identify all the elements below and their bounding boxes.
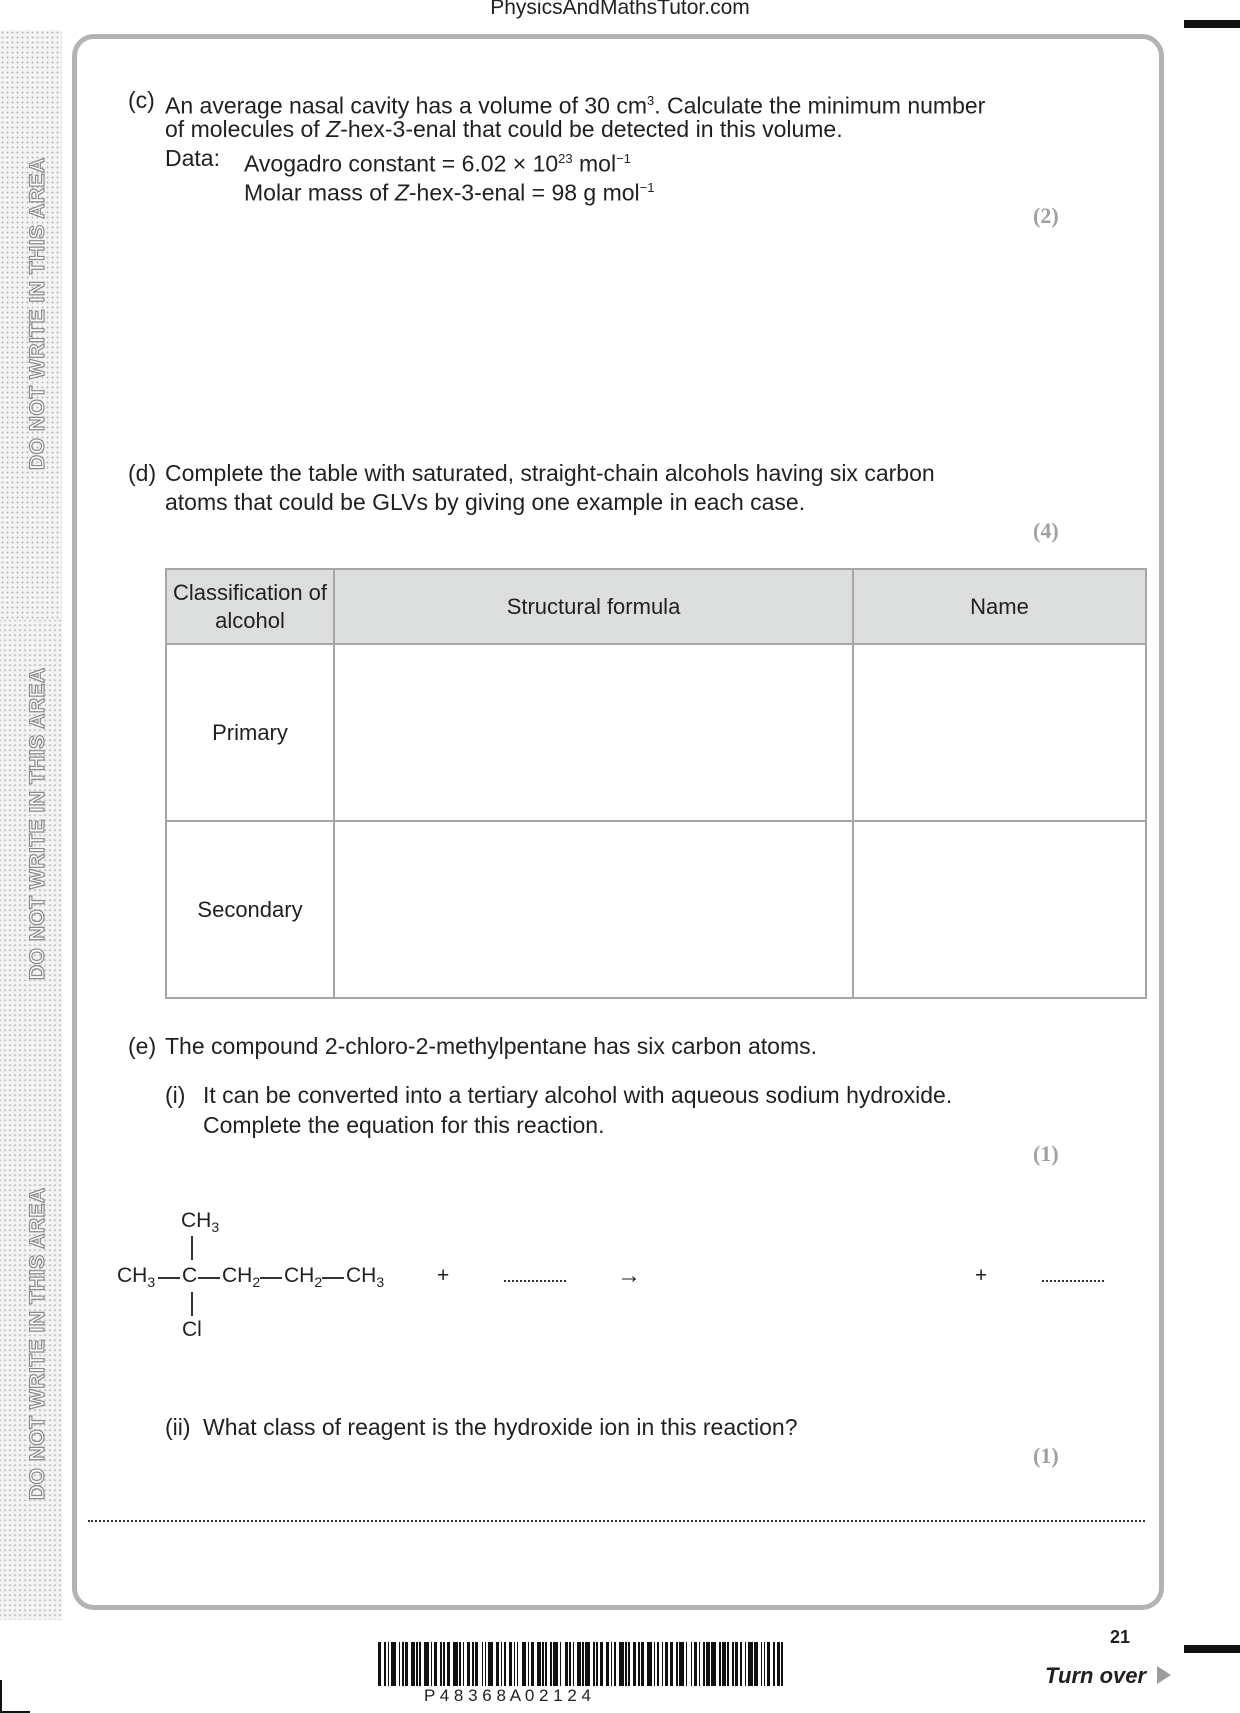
turn-over-arrow-icon <box>1157 1666 1171 1684</box>
barcode-bar <box>542 1642 544 1686</box>
header-structural-formula: Structural formula <box>334 569 853 644</box>
part-e-i-line2: Complete the equation for this reaction. <box>203 1112 605 1138</box>
part-d-line2: atoms that could be GLVs by giving one example in each case. <box>165 489 806 515</box>
reaction-arrow: → <box>617 1262 641 1289</box>
barcode-bar <box>459 1642 461 1686</box>
barcode-bar <box>496 1642 499 1686</box>
part-e-ii-label: (ii) <box>165 1414 191 1440</box>
part-e-i-marks: (1) <box>1033 1141 1059 1166</box>
margin-warning-1: DO NOT WRITE IN THIS AREA <box>26 157 49 470</box>
barcode-bar <box>706 1642 709 1686</box>
part-d-marks: (4) <box>1033 518 1059 543</box>
barcode-bar <box>514 1642 516 1686</box>
barcode-bar <box>600 1642 603 1686</box>
barcode-bar <box>388 1642 390 1686</box>
barcode-bar <box>676 1642 678 1686</box>
barcode-bar <box>614 1642 616 1686</box>
barcode-bar <box>691 1642 693 1686</box>
barcode-bar <box>411 1642 414 1686</box>
answer-line[interactable] <box>88 1520 1145 1522</box>
barcode-bar <box>735 1642 738 1686</box>
barcode-bar <box>670 1642 673 1686</box>
barcode-bar <box>577 1642 580 1686</box>
barcode-bar <box>777 1642 780 1686</box>
table-header-row <box>166 569 1146 644</box>
barcode-bar <box>391 1642 396 1686</box>
barcode-bar <box>402 1642 404 1686</box>
part-d-line1: Complete the table with saturated, straight-chain alcohols having six carbon <box>165 460 935 486</box>
barcode-bar <box>593 1642 595 1686</box>
barcode-bar <box>405 1642 408 1686</box>
header-name: Name <box>853 569 1146 644</box>
barcode-bar <box>582 1642 584 1686</box>
barcode-bar <box>585 1642 590 1686</box>
barcode-bar <box>517 1642 519 1686</box>
barcode-bar <box>569 1642 571 1686</box>
plus-sign-2: + <box>975 1264 988 1287</box>
bond-down <box>191 1292 193 1316</box>
barcode-bar <box>553 1642 558 1686</box>
barcode-bar <box>419 1642 421 1686</box>
barcode <box>378 1642 786 1686</box>
barcode-bar <box>638 1642 640 1686</box>
barcode-bar <box>625 1642 627 1686</box>
barcode-bar <box>748 1642 753 1686</box>
barcode-digits: P 4 8 3 6 8 A 0 2 1 2 4 <box>424 1686 591 1705</box>
barcode-bar <box>761 1642 763 1686</box>
barcode-bar <box>560 1642 562 1686</box>
barcode-bar <box>633 1642 636 1686</box>
barcode-bar <box>641 1642 644 1686</box>
part-c-line2: of molecules of Z-hex-3-enal that could be detected in this volume. <box>165 116 843 142</box>
barcode-bar <box>740 1642 742 1686</box>
central-carbon: C <box>182 1264 198 1287</box>
chloro-group: Cl <box>182 1318 202 1341</box>
barcode-bar <box>665 1642 668 1686</box>
crop-mark-vertical <box>0 1680 2 1713</box>
product-blank[interactable] <box>1042 1280 1104 1282</box>
part-e-i-line1: It can be converted into a tertiary alcohol with aqueous sodium hydroxide. <box>203 1082 953 1108</box>
barcode-bar <box>647 1642 652 1686</box>
barcode-bar <box>488 1642 493 1686</box>
margin-warning-2: DO NOT WRITE IN THIS AREA <box>26 667 49 980</box>
barcode-bar <box>686 1642 688 1686</box>
barcode-bar <box>732 1642 734 1686</box>
ch3-left: $CH_3$ <box>117 1264 156 1290</box>
barcode-bar <box>722 1642 725 1686</box>
ch2-b: $CH_2$ <box>284 1264 323 1290</box>
barcode-bar <box>378 1642 381 1686</box>
barcode-bar <box>679 1642 684 1686</box>
part-e-label: (e) <box>128 1033 157 1059</box>
barcode-bar <box>767 1642 770 1686</box>
part-c-marks: (2) <box>1033 203 1059 228</box>
barcode-bar <box>504 1642 506 1686</box>
margin-warning-3: DO NOT WRITE IN THIS AREA <box>26 1187 49 1500</box>
barcode-bar <box>522 1642 527 1686</box>
part-c-label: (c) <box>128 87 155 113</box>
barcode-bar <box>528 1642 530 1686</box>
bond-1 <box>158 1277 180 1279</box>
ch3-right: $CH_3$ <box>346 1264 385 1290</box>
barcode-bar <box>754 1642 757 1686</box>
site-header: PhysicsAndMathsTutor.com <box>490 0 750 19</box>
barcode-bar <box>606 1642 609 1686</box>
barcode-bar <box>699 1642 701 1686</box>
reactant-blank[interactable] <box>504 1280 566 1282</box>
barcode-bar <box>501 1642 503 1686</box>
barcode-bar <box>467 1642 470 1686</box>
barcode-bar <box>447 1642 450 1686</box>
data-label: Data: <box>165 145 220 171</box>
row-label-secondary: Secondary <box>166 821 334 998</box>
avogadro-constant: Avogadro constant = $6.02 \times 10^{23}$ mol$^{-1}$ <box>244 150 631 177</box>
barcode-bar <box>545 1642 547 1686</box>
barcode-bar <box>509 1642 512 1686</box>
barcode-bar <box>424 1642 429 1686</box>
barcode-bar <box>463 1642 465 1686</box>
part-c-line1: An average nasal cavity has a volume of 30 $cm^3$. Calculate the minimum number <box>165 92 986 119</box>
barcode-bar <box>537 1642 540 1686</box>
primary-name-cell[interactable] <box>853 644 1146 821</box>
barcode-bar <box>443 1642 445 1686</box>
barcode-bar <box>565 1642 568 1686</box>
corner-marker-top <box>1184 20 1240 28</box>
row-label-primary: Primary <box>166 644 334 821</box>
barcode-bar <box>703 1642 705 1686</box>
barcode-bar <box>662 1642 664 1686</box>
bond-3 <box>260 1277 282 1279</box>
barcode-bar <box>440 1642 442 1686</box>
barcode-bar <box>727 1642 729 1686</box>
barcode-bar <box>416 1642 418 1686</box>
barcode-bar <box>550 1642 552 1686</box>
secondary-structural-formula-cell[interactable] <box>334 821 853 998</box>
part-e-i-label: (i) <box>165 1082 186 1108</box>
barcode-bar <box>611 1642 613 1686</box>
barcode-bar <box>764 1642 766 1686</box>
secondary-name-cell[interactable] <box>853 821 1146 998</box>
barcode-bar <box>399 1642 401 1686</box>
plus-sign-1: + <box>437 1264 450 1287</box>
barcode-bar <box>781 1642 783 1686</box>
barcode-bar <box>719 1642 721 1686</box>
barcode-bar <box>485 1642 487 1686</box>
barcode-bar <box>657 1642 659 1686</box>
ch2-a: $CH_2$ <box>222 1264 261 1290</box>
barcode-bar <box>531 1642 534 1686</box>
bond-up <box>191 1236 193 1260</box>
barcode-bar <box>482 1642 484 1686</box>
barcode-bar <box>573 1642 575 1686</box>
barcode-bar <box>475 1642 478 1686</box>
alcohol-table <box>165 568 1147 999</box>
turn-over-label: Turn over <box>1045 1663 1147 1688</box>
barcode-bar <box>654 1642 656 1686</box>
barcode-bar <box>431 1642 433 1686</box>
barcode-bar <box>472 1642 474 1686</box>
barcode-bar <box>384 1642 386 1686</box>
part-d-label: (d) <box>128 460 157 486</box>
bond-4 <box>322 1277 344 1279</box>
corner-marker-bottom <box>1184 1645 1240 1653</box>
part-e-ii-text: What class of reagent is the hydroxide ion in this reaction? <box>203 1414 798 1440</box>
barcode-bar <box>628 1642 630 1686</box>
molar-mass: Molar mass of Z-hex-3-enal = 98 g mol$^{-1}$ <box>244 179 655 206</box>
table-row <box>166 821 1146 998</box>
bond-2 <box>198 1277 220 1279</box>
barcode-bar <box>596 1642 598 1686</box>
primary-structural-formula-cell[interactable] <box>334 644 853 821</box>
header-classification: Classification of alcohol <box>166 569 334 644</box>
barcode-bar <box>434 1642 437 1686</box>
page-number: 21 <box>1110 1627 1131 1647</box>
table-row <box>166 644 1146 821</box>
barcode-bar <box>619 1642 624 1686</box>
barcode-bar <box>745 1642 747 1686</box>
barcode-bar <box>453 1642 458 1686</box>
part-e-ii-marks: (1) <box>1033 1443 1059 1468</box>
barcode-bar <box>773 1642 775 1686</box>
part-e-intro: The compound 2-chloro-2-methylpentane has six carbon atoms. <box>165 1033 818 1059</box>
barcode-bar <box>694 1642 697 1686</box>
barcode-bar <box>711 1642 716 1686</box>
methyl-group: $CH_3$ <box>181 1209 220 1235</box>
